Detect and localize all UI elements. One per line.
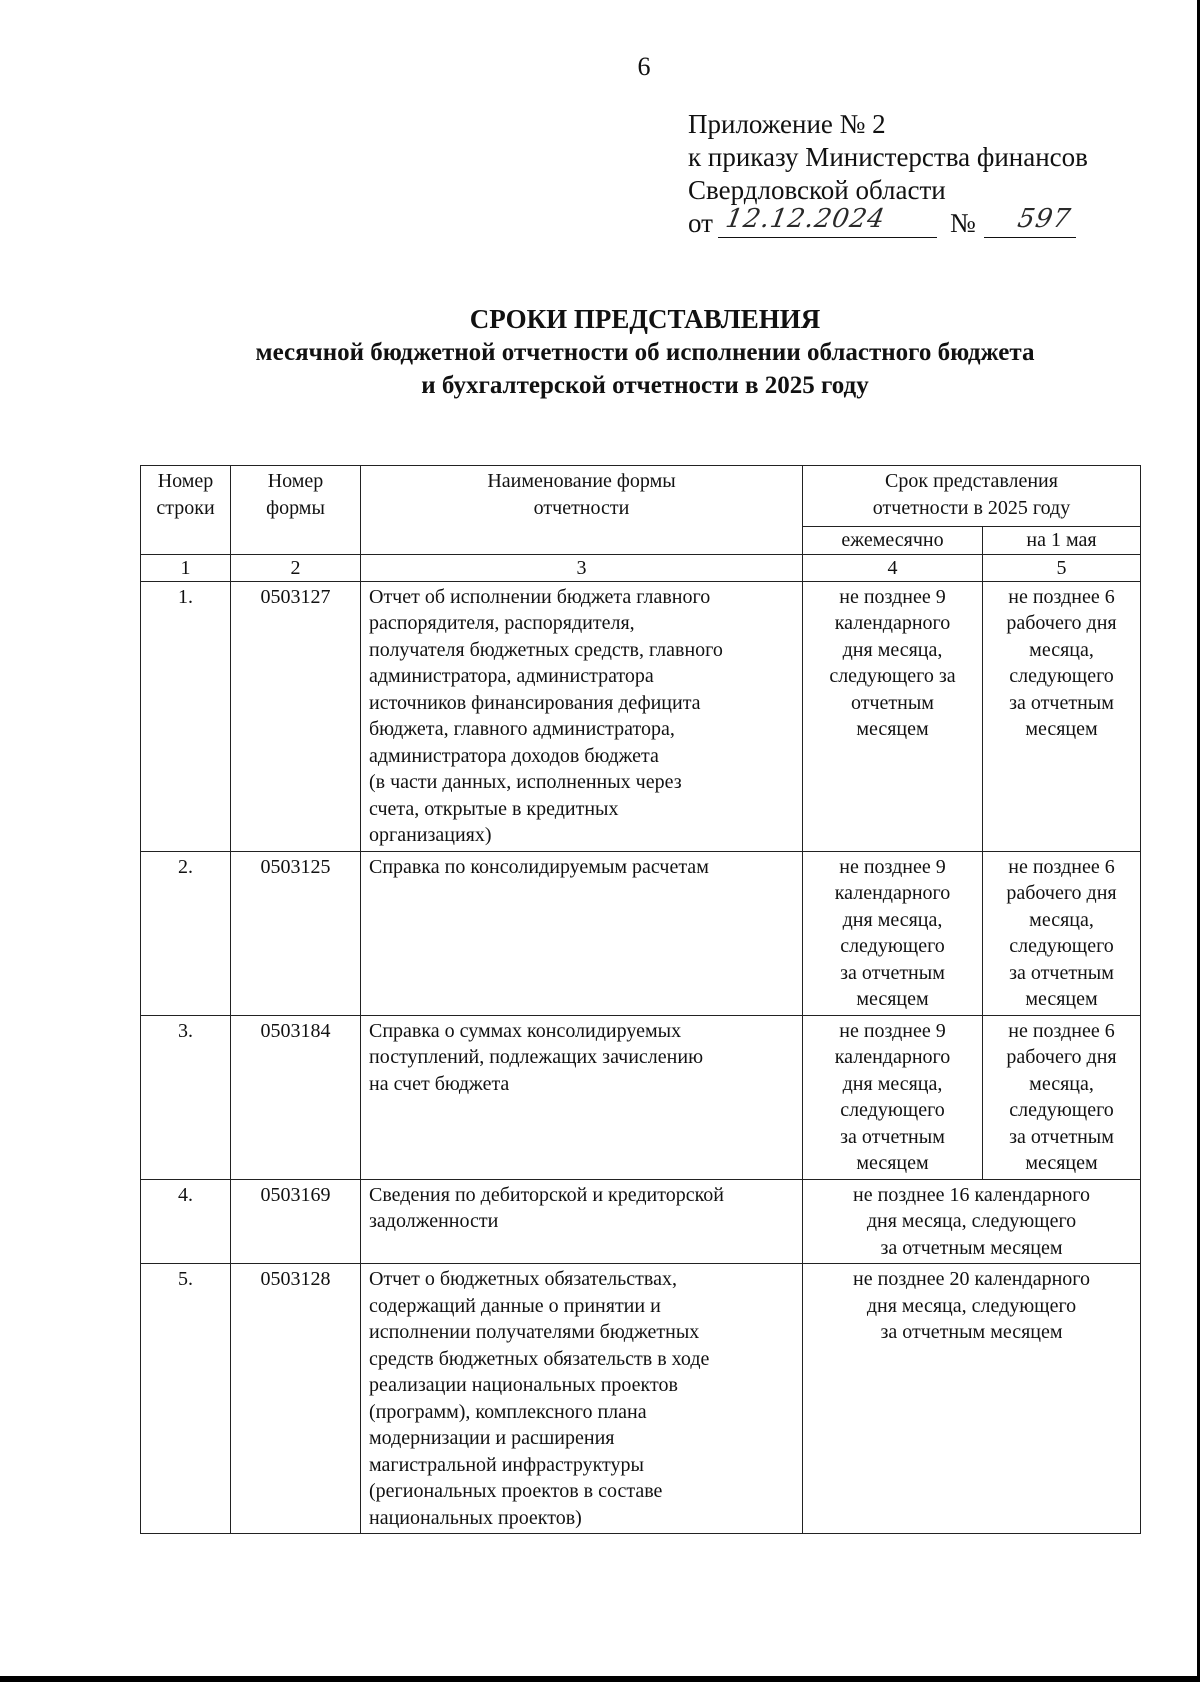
cell-line: месяца, [1029, 908, 1094, 931]
cell-line: 3. [178, 1019, 193, 1042]
column-numbers-row [141, 554, 1141, 581]
header-row-number: Номер строки [141, 466, 231, 555]
cell-line: магистральной инфраструктуры [369, 1453, 644, 1476]
cell-line: месяцем [1025, 988, 1098, 1010]
cell-line: Сведения по дебиторской и кредиторской [369, 1183, 724, 1206]
number-label: № [950, 208, 976, 238]
table-row [141, 1179, 1141, 1264]
cell-line: за отчетным [1009, 961, 1114, 984]
cell-line: за отчетным месяцем [880, 1236, 1063, 1259]
cell-line: не позднее 9 [839, 855, 946, 878]
handwritten-date: 12.12.2024 [723, 204, 888, 234]
cell-line: рабочего дня [1006, 612, 1117, 634]
cell-line: не позднее 9 [839, 1019, 946, 1042]
cell-line: не позднее 16 календарного [853, 1183, 1090, 1206]
row-number-cell [141, 1179, 231, 1264]
date-prefix: от [688, 208, 713, 238]
header-row [141, 466, 1141, 527]
cell-line: Справка по консолидируемым расчетам [369, 855, 709, 878]
deadline-monthly-cell [803, 581, 983, 851]
table-row [141, 851, 1141, 1015]
cell-line: не позднее 9 [839, 585, 946, 608]
title-line: и бухгалтерской отчетности в 2025 году [421, 372, 869, 399]
row-number-cell [141, 851, 231, 1015]
deadline-may1-cell [983, 581, 1141, 851]
row-number-cell [141, 1015, 231, 1179]
cell-line: календарного [834, 612, 951, 634]
cell-line: получателя бюджетных средств, главного [369, 638, 723, 661]
title-line: месячной бюджетной отчетности об исполнении областного бюджета [255, 339, 1035, 366]
annex-line: Свердловской области [688, 175, 946, 205]
form-number-cell [231, 851, 361, 1015]
table-body [141, 466, 1141, 1534]
cell-line: не позднее 6 [1008, 585, 1115, 608]
cell-line: источников финансирования дефицита [369, 691, 701, 714]
table-row [141, 1264, 1141, 1534]
cell-line: не позднее 6 [1008, 1019, 1115, 1042]
cell-line: следующего [840, 935, 945, 957]
cell-line: 1. [178, 585, 193, 608]
column-number: 5 [983, 554, 1141, 581]
cell-line: месяца, [1029, 638, 1094, 661]
form-name-cell [361, 1264, 803, 1534]
deadline-merged-cell [803, 1264, 1141, 1534]
table-row [141, 581, 1141, 851]
header-monthly: ежемесячно [803, 527, 983, 555]
cell-line: 4. [178, 1183, 193, 1206]
cell-line: счета, открытые в кредитных [369, 797, 619, 820]
cell-line: средств бюджетных обязательств в ходе [369, 1347, 710, 1370]
cell-line: администратора, администратора [369, 665, 654, 687]
cell-line: рабочего дня [1006, 882, 1117, 904]
cell-line: Отчет об исполнении бюджета главного [369, 585, 711, 608]
scan-edge-bottom [0, 1676, 1200, 1682]
cell-line: 0503184 [260, 1019, 331, 1042]
cell-line: за отчетным месяцем [880, 1321, 1063, 1343]
cell-line: месяцем [1025, 1152, 1098, 1174]
cell-line: следующего за [829, 665, 956, 687]
column-number: 1 [141, 554, 231, 581]
table-row [141, 1015, 1141, 1179]
cell-line: не позднее 20 календарного [853, 1268, 1090, 1290]
cell-line: (в части данных, исполненных через [369, 771, 682, 793]
cell-line: модернизации и расширения [369, 1427, 615, 1449]
form-number-cell [231, 1179, 361, 1264]
form-name-cell [361, 581, 803, 851]
cell-line: за отчетным [840, 961, 945, 984]
form-number-cell [231, 581, 361, 851]
cell-line: за отчетным [840, 1125, 945, 1148]
document-title [130, 302, 1160, 402]
form-number-cell [231, 1264, 361, 1534]
cell-line: 5. [178, 1268, 193, 1290]
header-form-number: Номер формы [231, 466, 361, 555]
cell-line: содержащий данные о принятии и [369, 1294, 661, 1317]
cell-line: задолженности [369, 1210, 499, 1232]
cell-line: Отчет о бюджетных обязательствах, [369, 1268, 677, 1290]
column-number: 4 [803, 554, 983, 581]
cell-line: следующего [1009, 1099, 1114, 1121]
cell-line: дня месяца, следующего [866, 1210, 1077, 1232]
cell-line: распорядителя, распорядителя, [369, 612, 635, 634]
cell-line: следующего [1009, 935, 1114, 957]
form-number-cell [231, 1015, 361, 1179]
number-underline [984, 237, 1076, 238]
header-form-name: Наименование формы отчетности [361, 466, 803, 555]
annex-date-line [688, 204, 1088, 243]
cell-line: отчетным [851, 691, 934, 714]
cell-line: за отчетным [1009, 1125, 1114, 1148]
cell-line: 0503128 [260, 1268, 331, 1290]
cell-line: дня месяца, [842, 908, 943, 931]
cell-line: месяцем [856, 988, 929, 1010]
deadlines-table [140, 465, 1141, 1534]
cell-line: рабочего дня [1006, 1046, 1117, 1068]
cell-line: 0503169 [260, 1183, 331, 1206]
cell-line: дня месяца, следующего [866, 1294, 1077, 1317]
annex-block [688, 108, 1088, 243]
cell-line: 2. [178, 855, 193, 878]
cell-line: национальных проектов) [369, 1506, 582, 1529]
cell-line: исполнении получателями бюджетных [369, 1321, 700, 1343]
deadline-merged-cell [803, 1179, 1141, 1264]
cell-line: календарного [834, 1046, 951, 1068]
column-number: 3 [361, 554, 803, 581]
cell-line: не позднее 6 [1008, 855, 1115, 878]
cell-line: поступлений, подлежащих зачислению [369, 1046, 704, 1068]
cell-line: следующего [840, 1099, 945, 1121]
form-name-cell [361, 851, 803, 1015]
page-number: 6 [637, 52, 651, 81]
cell-line: (региональных проектов в составе [369, 1480, 663, 1502]
cell-line: месяцем [856, 718, 929, 740]
cell-line: за отчетным [1009, 691, 1114, 714]
deadline-monthly-cell [803, 851, 983, 1015]
form-name-cell [361, 1179, 803, 1264]
header-deadline: Срок представления отчетности в 2025 году [803, 466, 1141, 527]
cell-line: на счет бюджета [369, 1072, 510, 1095]
date-underline [718, 237, 937, 238]
cell-line: дня месяца, [842, 638, 943, 661]
annex-line: Приложение № 2 [688, 109, 886, 139]
deadline-monthly-cell [803, 1015, 983, 1179]
header-may1: на 1 мая [983, 527, 1141, 555]
row-number-cell [141, 581, 231, 851]
cell-line: организациях) [369, 824, 492, 846]
handwritten-number: 597 [1015, 204, 1074, 234]
column-number: 2 [231, 554, 361, 581]
cell-line: следующего [1009, 665, 1114, 687]
cell-line: 0503127 [260, 585, 331, 608]
form-name-cell [361, 1015, 803, 1179]
row-number-cell [141, 1264, 231, 1534]
deadline-may1-cell [983, 1015, 1141, 1179]
cell-line: 0503125 [260, 855, 331, 878]
cell-line: дня месяца, [842, 1072, 943, 1095]
cell-line: Справка о суммах консолидируемых [369, 1019, 682, 1042]
cell-line: месяца, [1029, 1072, 1094, 1095]
cell-line: месяцем [1025, 718, 1098, 740]
cell-line: (программ), комплексного плана [369, 1400, 647, 1423]
cell-line: бюджета, главного администратора, [369, 718, 675, 740]
cell-line: календарного [834, 882, 951, 904]
cell-line: месяцем [856, 1152, 929, 1174]
cell-line: реализации национальных проектов [369, 1374, 678, 1396]
cell-line: администратора доходов бюджета [369, 744, 659, 767]
title-line: СРОКИ ПРЕДСТАВЛЕНИЯ [469, 304, 821, 334]
deadline-may1-cell [983, 851, 1141, 1015]
annex-line: к приказу Министерства финансов [688, 142, 1088, 172]
